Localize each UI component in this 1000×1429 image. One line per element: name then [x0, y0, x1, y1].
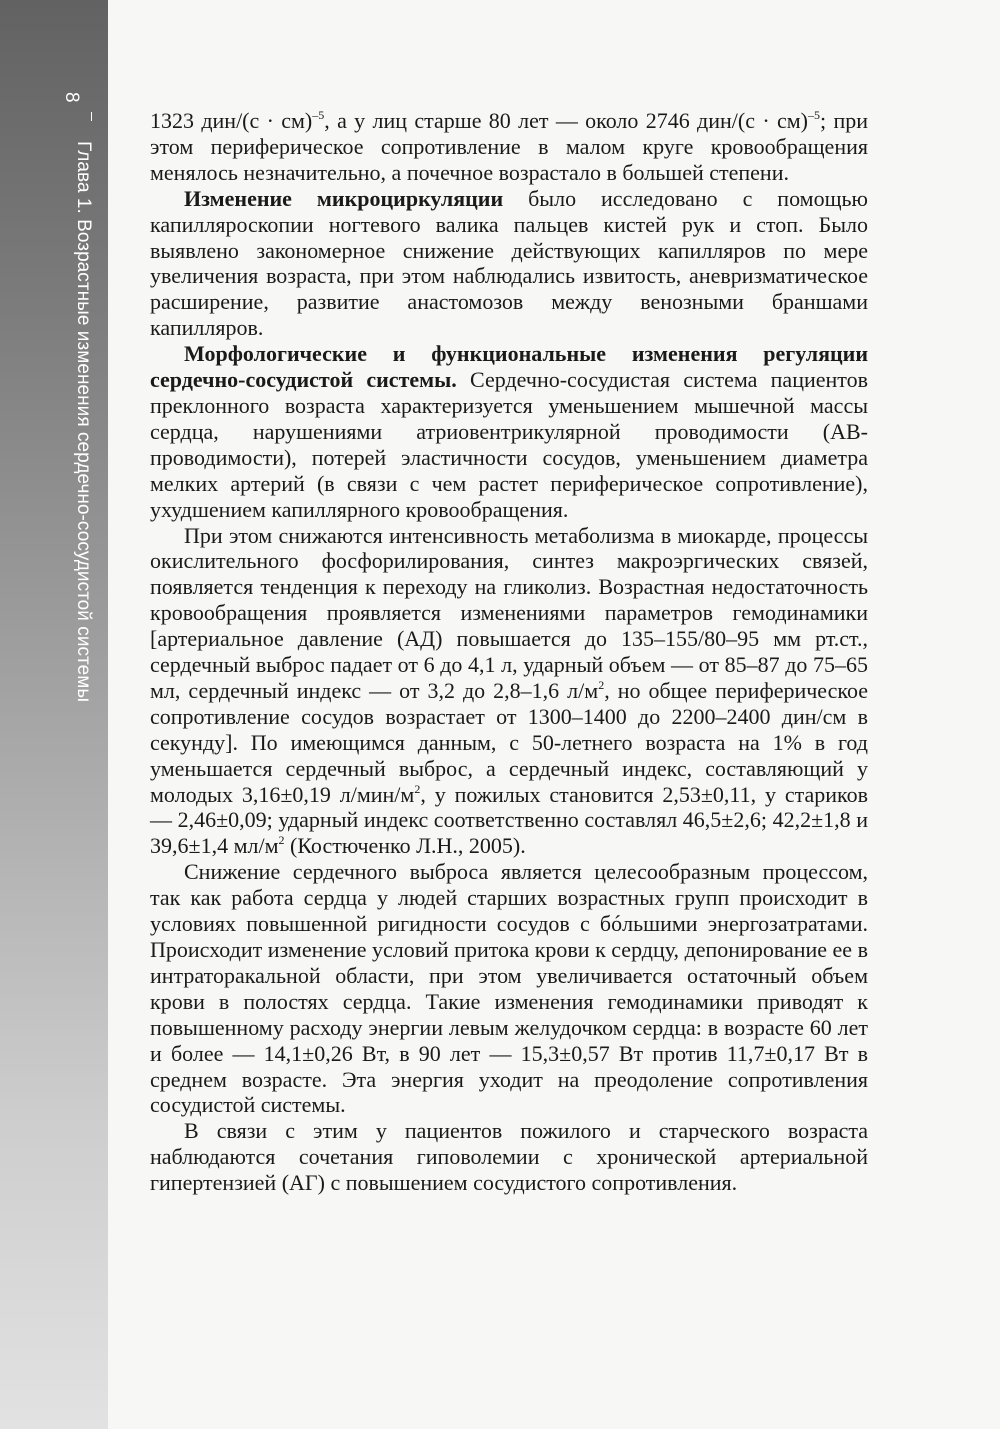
body-text [150, 108, 868, 1196]
paragraph-1: 1323 дин/(с · см)$^{-5}$, а у лиц старше 80 лет — около 2746 дин/(с · см)$^{-5}$; при этом периферическое сопротивление в малом круге кровообращения менялось незначительно, а почечное возрастало в большей степени. [150, 108, 868, 185]
running-head: Глава 1. Возрастные изменения сердечно-сосудистой системы [73, 141, 94, 703]
paragraph-hypovolemia: В связи с этим у пациентов пожилого и старческого возраста наблюдаются сочетания гиповолемии с хронической артериальной гипертензией (АГ) с повышением сосудистого сопротивления. [150, 1118, 868, 1196]
paragraph-metabolism: При этом снижаются интенсивность метаболизма в миокарде, процессы окислительного фосфорилирования, синтез макроэргических связей, появляется тенденция к переходу на гликолиз. Возрастная недостаточность кровообращения проявляется изменениями параметров гемодинамики [артериальное давление (АД) повышается до 135–155/80–95 мм рт.ст., сердечный выброс падает от 6 до 4,1 л, ударный объем — от 85–87 до 75–65 мл, сердечный индекс — от 3,2 до 2,8–1,6 $л/м^2$, но общее периферическое сопротивление сосудов возрастает от 1300–1400 до 2200–2400 дин/см в секунду]. По имеющимся данным, с 50-летнего возраста на 1% в год уменьшается сердечный выброс, а сердечный индекс, составляющий у молодых 3,16±0,19 $л/мин/м^2$, у пожилых становится 2,53±0,11, у стариков — 2,46±0,09; ударный индекс соответственно составлял 46,5±2,6; 42,2±1,8 и 39,6±1,4 $мл/м^2$ (Костюченко Л.Н., 2005). [150, 522, 868, 859]
paragraph-morphological: Морфологические и функциональные изменения регуляции сердечно-сосудистой системы. Сердечно-сосудистая система пациентов преклонного возраста характеризуется уменьшением мышечной массы сердца, нарушениями атриовентрикулярной проводимости (АВ-проводимости), потерей эластичности сосудов, уменьшением диаметра мелких артерий (в связи с чем растет периферическое сопротивление), ухудшением капиллярного кровообращения. [150, 341, 868, 522]
paragraph-microcirculation: Изменение микроциркуляции было исследовано с помощью капилляроскопии ногтевого валика пальцев кистей рук и стоп. Было выявлено закономерное снижение действующих капилляров по мере увеличения возраста, при этом наблюдались извитость, аневризматическое расширение, развитие анастомозов между венозными браншами капилляров. [150, 185, 868, 341]
page-number: 8 [61, 92, 82, 103]
heading-microcirculation: Изменение микроциркуляции [184, 185, 504, 211]
paragraph-cardiac-output: Снижение сердечного выброса является целесообразным процессом, так как работа сердца у людей старших возрастных групп происходит в условиях повышенной ригидности сосудов с бóльшими энергозатратами. Происходит изменение условий притока крови к сердцу, депонирование ее в интраторакальной области, при этом увеличивается остаточный объем крови в полостях сердца. Такие изменения гемодинамики приводят к повышенному расходу энергии левым желудочком сердца: в возрасте 60 лет и более — 14,1±0,26 Вт, в 90 лет — 15,3±0,57 Вт против 11,7±0,17 Вт в среднем возрасте. Эта энергия уходит на преодоление сопротивления сосудистой системы. [150, 859, 868, 1118]
heading-morphological: Морфологические и функциональные изменения регуляции сердечно-сосудистой системы. [150, 341, 868, 393]
page-number-divider [91, 112, 92, 121]
